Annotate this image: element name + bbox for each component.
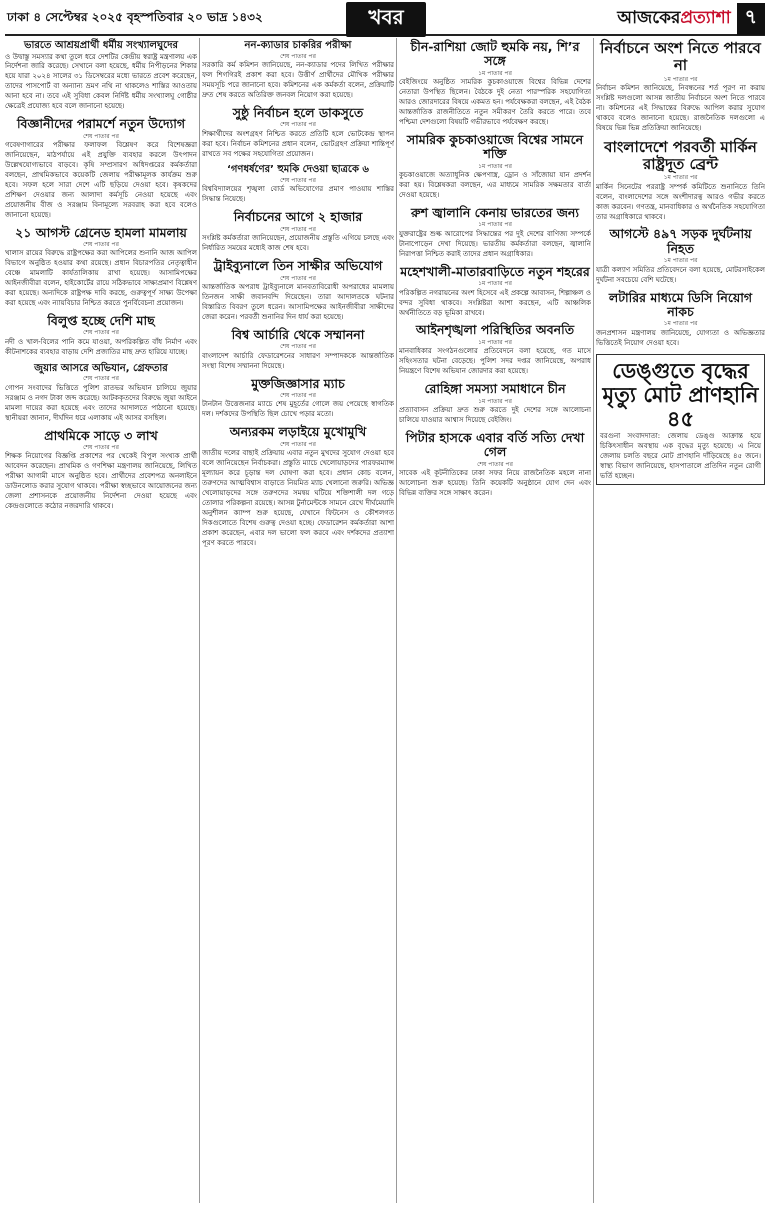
story bbox=[202, 40, 394, 101]
story-headline: মহেশখালী-মাতারবাড়িতে নতুন শহরের bbox=[400, 263, 590, 279]
story-body: সরকারি কর্ম কমিশন জানিয়েছে, নন-ক্যাডার পদের লিখিত পরীক্ষার ফল শিগগিরই প্রকাশ করা হবে। উত্তীর্ণ প্রার্থীদের মৌখিক পরীক্ষার সময়সূচি পরে জানানো হবে। কমিশনের এক কর্মকর্তা বলেন, প্রক্রিয়াটি দ্রুত শেষ করতে অতিরিক্ত জনবল নিয়োগ করা হয়েছে। bbox=[202, 61, 394, 99]
issue-date: ঢাকা ৪ সেপ্টেম্বর ২০২৫ বৃহস্পতিবার ২০ ভাদ্র ১৪৩২ bbox=[7, 10, 263, 24]
column-divider bbox=[396, 38, 397, 1203]
story-body: যুক্তরাষ্ট্রের শুল্ক আরোপের সিদ্ধান্তের পর দুই দেশের বাণিজ্য সম্পর্কে টানাপোড়েন দেখা দিয়েছে। ভারতীয় কর্মকর্তারা বলছেন, জ্বালানি নিরাপত্তা নিশ্চিত করাই তাদের প্রধান অগ্রাধিকার। bbox=[399, 229, 591, 258]
story bbox=[399, 206, 591, 260]
logo-main: আজকের bbox=[617, 8, 681, 28]
column-2 bbox=[202, 38, 394, 1203]
story bbox=[596, 291, 765, 349]
logo-accent: প্রত্যাশা bbox=[680, 8, 731, 28]
story bbox=[202, 377, 394, 421]
story bbox=[399, 382, 591, 426]
story-headline: মুক্তজিজ্ঞাসার ম্যাচ bbox=[251, 375, 345, 391]
story-headline: নির্বাচনে অংশ নিতে পারবে না bbox=[600, 39, 761, 75]
story bbox=[202, 425, 394, 548]
continuation-note: শেষ পাতার পর bbox=[83, 240, 119, 248]
continuation-note: শেষ পাতার পর bbox=[280, 176, 316, 184]
story-headline: ট্রাইব্যুনালে তিন সাক্ষীর অভিযোগ bbox=[213, 258, 383, 274]
continuation-note: ১ম পাতার পর bbox=[478, 162, 512, 170]
section-label: খবর bbox=[346, 2, 425, 37]
story-body: নদী ও খাল-বিলের পানি কমে যাওয়া, অপরিকল্পিত বাঁধ নির্মাণ এবং কীটনাশকের ব্যবহার বাড়ায় দেশি প্রজাতির মাছ দ্রুত হারিয়ে যাচ্ছে। bbox=[5, 337, 197, 356]
story-body: গবেষণাগারের পরীক্ষার ফলাফল বিশ্লেষণ করে বিশেষজ্ঞরা জানিয়েছেন, মাঠপর্যায়ে এই প্রযুক্তি ব্যবহার করলে উৎপাদন উল্লেখযোগ্যভাবে বাড়বে। কৃষি সম্প্রসারণ অধিদপ্তরের কর্মকর্তারা বলছেন, প্রাথমিকভাবে কয়েকটি জেলায় পরীক্ষামূলক কার্যক্রম শুরু হবে। সফল হলে সারা দেশে এটি ছড়িয়ে দেওয়া হবে। কৃষকদের প্রশিক্ষণ দেওয়ার জন্য আলাদা কর্মসূচি নেওয়া হয়েছে এবং প্রয়োজনীয় বীজ ও সরঞ্জাম বিনামূল্যে সরবরাহ করা হবে বলেও জানানো হয়েছে। bbox=[5, 141, 197, 219]
story-body: সংশ্লিষ্ট কর্মকর্তারা জানিয়েছেন, প্রয়োজনীয় প্রস্তুতি এগিয়ে চলছে এবং নির্ধারিত সময়ের মধ্যেই কাজ শেষ হবে। bbox=[202, 234, 394, 253]
story-body: সাবেক এই কূটনীতিকের ঢাকা সফর নিয়ে রাজনৈতিক মহলে নানা আলোচনা শুরু হয়েছে। তিনি কয়েকটি অনুষ্ঠানে যোগ দেন এবং বিভিন্ন ব্যক্তির সঙ্গে সাক্ষাৎ করেন। bbox=[399, 469, 591, 498]
continuation-note: ১ম পাতার পর bbox=[478, 397, 512, 405]
story-body: জাতীয় দলের বাছাই প্রক্রিয়ায় এবার নতুন মুখদের সুযোগ দেওয়া হবে বলে জানিয়েছেন নির্বাচকরা। প্রস্তুতি ম্যাচে খেলোয়াড়দের পারফরম্যান্স মূল্যায়ন করে চূড়ান্ত দল ঘোষণা করা হবে। প্রধান কোচ বলেন, তরুণদের আত্মবিশ্বাস বাড়াতে নিয়মিত ম্যাচ খেলানো জরুরি। অভিজ্ঞ খেলোয়াড়দের সঙ্গে তরুণদের সমন্বয় ঘটিয়ে শক্তিশালী দল গড়ে তোলার পরিকল্পনা রয়েছে। আসন্ন টুর্নামেন্টকে সামনে রেখে দীর্ঘমেয়াদি অনুশীলন ক্যাম্প শুরু হয়েছে, যেখানে ফিটনেস ও কৌশলগত দিকগুলোতে বিশেষ গুরুত্ব দেওয়া হচ্ছে। ফেডারেশন কর্মকর্তারা আশা প্রকাশ করেছেন, এবার দল ভালো ফল করবে এবং দর্শকদের প্রত্যাশা পূরণ করতে পারবে। bbox=[202, 449, 394, 547]
story bbox=[202, 328, 394, 372]
continuation-note: ১ম পাতার পর bbox=[478, 280, 512, 288]
story-headline: ডেঙ্গুতে বৃদ্ধের মৃত্যু মোট প্রাণহানি ৪৫ bbox=[602, 358, 759, 432]
story-headline: চীন-রাশিয়া জোট হুমকি নয়, শি’র সঙ্গে bbox=[410, 39, 580, 69]
story-headline: বিলুপ্ত হচ্ছে দেশি মাছ bbox=[47, 313, 155, 329]
story bbox=[5, 363, 197, 424]
story bbox=[399, 265, 591, 319]
story-headline: নির্বাচনের আগে ২ হাজার bbox=[233, 209, 363, 225]
story-headline: বিজ্ঞানীদের পরামর্শে নতুন উদ্যোগ bbox=[16, 116, 186, 132]
story bbox=[202, 210, 394, 254]
story-body: প্রত্যাবাসন প্রক্রিয়া দ্রুত শুরু করতে দুই দেশের সঙ্গে আলোচনা চালিয়ে যাওয়ার আশ্বাস দিয়েছে বেইজিং। bbox=[399, 406, 591, 424]
story bbox=[399, 40, 591, 128]
story-headline: আগস্টে ৪৯৭ সড়ক দুর্ঘটনায় নিহত bbox=[609, 226, 752, 256]
story-headline: পিটার হাসকে এবার বর্তি সত্যি দেখা গেল bbox=[405, 429, 585, 460]
story bbox=[5, 314, 197, 358]
story-body: টানটান উত্তেজনার ম্যাচে শেষ মুহূর্তের গোলে জয় পেয়েছে স্বাগতিক দল। দর্শকদের উপস্থিতি ছিল চোখে পড়ার মতো। bbox=[202, 400, 394, 419]
story-body: কুচকাওয়াজে অত্যাধুনিক ক্ষেপণাস্ত্র, ড্রোন ও সাঁজোয়া যান প্রদর্শন করা হয়। বিশ্লেষকরা বলছেন, এর মাধ্যমে সামরিক সক্ষমতার বার্তা দেওয়া হয়েছে। bbox=[399, 171, 591, 200]
continuation-note: শেষ পাতার পর bbox=[280, 391, 316, 399]
story-body: খালাস রায়ের বিরুদ্ধে রাষ্ট্রপক্ষের করা আপিলের শুনানি আজ আপিল বিভাগে অনুষ্ঠিত হওয়ার কথা রয়েছে। প্রধান বিচারপতির নেতৃত্বাধীন বেঞ্চে মামলাটি কার্যতালিকায় রাখা হয়েছে। আসামিপক্ষের আইনজীবীরা বলেন, হাইকোর্টের রায়ে সঠিকভাবে সাক্ষ্যপ্রমাণ বিশ্লেষণ করা হয়েছে। অন্যদিকে রাষ্ট্রপক্ষ দাবি করছে, গুরুত্বপূর্ণ সাক্ষ্য উপেক্ষা করা হয়েছে এবং ন্যায়বিচার নিশ্চিত করতে পুনর্বিবেচনা প্রয়োজন। bbox=[5, 249, 197, 308]
story-headline: জুয়ার আসরে অভিযান, গ্রেফতার bbox=[34, 362, 168, 374]
story-body: মার্কিন সিনেটের পররাষ্ট্র সম্পর্ক কমিটিতে শুনানিতে তিনি বলেন, বাংলাদেশের সঙ্গে অংশীদারত্ব আরও গভীর করতে কাজ করবেন। গণতন্ত্র, মানবাধিকার ও অর্থনৈতিক সহযোগিতা তার অগ্রাধিকারে থাকবে। bbox=[596, 182, 765, 221]
continuation-note: শেষ পাতার পর bbox=[83, 132, 119, 140]
column-3 bbox=[399, 38, 591, 1203]
continuation-note: শেষ পাতার পর bbox=[280, 121, 316, 129]
continuation-note: শেষ পাতার পর bbox=[280, 274, 316, 282]
story-body: মানবাধিকার সংগঠনগুলোর প্রতিবেদনে বলা হয়েছে, গত মাসে সহিংসতার ঘটনা বেড়েছে। পুলিশ সদর দপ্তর জানিয়েছে, অপরাধ নিয়ন্ত্রণে বিশেষ অভিযান জোরদার করা হয়েছে। bbox=[399, 347, 591, 376]
continuation-note: শেষ পাতার পর bbox=[280, 52, 316, 60]
story-headline: আইনশৃঙ্খলা পরিস্থিতির অবনতি bbox=[415, 322, 575, 338]
story-body: পরিকল্পিত নগরায়নের অংশ হিসেবে এই প্রকল্পে আবাসন, শিল্পাঞ্চল ও বন্দর সুবিধা থাকবে। সংশ্লিষ্টরা আশা করছেন, এটি আঞ্চলিক অর্থনীতিতে বড় ভূমিকা রাখবে। bbox=[399, 288, 591, 317]
column-4 bbox=[596, 38, 765, 1203]
continuation-note: শেষ পাতার পর bbox=[83, 443, 119, 451]
story-lede: ভারতে আশ্রয়প্রার্থী ধর্মীয় সংখ্যালঘুদের bbox=[24, 40, 178, 51]
continuation-note: শেষ পাতার পর bbox=[477, 460, 513, 468]
continuation-note: ১ম পাতার পর bbox=[663, 257, 698, 265]
column-divider bbox=[199, 38, 200, 1203]
story bbox=[399, 431, 591, 499]
continuation-note: ১ম পাতার পর bbox=[478, 221, 512, 229]
masthead bbox=[5, 4, 765, 36]
story bbox=[399, 323, 591, 377]
continuation-note: শেষ পাতার পর bbox=[280, 440, 316, 448]
story bbox=[399, 133, 591, 201]
story-body: আন্তর্জাতিক অপরাধ ট্রাইব্যুনালে মানবতাবিরোধী অপরাধের মামলায় তিনজন সাক্ষী জবানবন্দি দিয়েছেন। তারা আদালতকে ঘটনার বিস্তারিত বিবরণ তুলে ধরেন। আসামিপক্ষের আইনজীবীরা সাক্ষীদের জেরা করেন। পরবর্তী শুনানির দিন ধার্য করা হয়েছে। bbox=[202, 283, 394, 321]
story-headline: অন্যরকম লড়াইয়ে মুখোমুখি bbox=[229, 424, 367, 440]
continuation-note: ১ম পাতার পর bbox=[663, 75, 698, 83]
story-body: বেইজিংয়ে অনুষ্ঠিত সামরিক কুচকাওয়াজে বিশ্বের বিভিন্ন দেশের নেতারা উপস্থিত ছিলেন। বৈঠকে দুই নেতা পারস্পরিক সহযোগিতা আরও জোরদারের বিষয়ে একমত হন। পর্যবেক্ষকরা বলছেন, এই বৈঠক আন্তর্জাতিক রাজনীতিতে নতুন সমীকরণ তৈরি করতে পারে। তবে পশ্চিমা দেশগুলো বিষয়টি গভীরভাবে পর্যবেক্ষণ করছে। bbox=[399, 78, 591, 127]
story bbox=[5, 429, 197, 513]
story-headline: বিশ্ব আর্চারি থেকে সম্মাননা bbox=[231, 326, 365, 342]
story bbox=[5, 226, 197, 310]
story-headline: সামরিক কুচকাওয়াজে বিশ্বের সামনে শক্তি bbox=[406, 131, 584, 162]
story-headline: বাংলাদেশে পরবর্তী মার্কিন রাষ্ট্রদূত ব্রেন্ট bbox=[604, 137, 757, 173]
story bbox=[596, 354, 765, 485]
column-divider bbox=[593, 38, 594, 1203]
story bbox=[202, 106, 394, 160]
story-headline: লটারির মাধ্যমে ডিসি নিয়োগ নাকচ bbox=[608, 289, 753, 319]
story-body: শিক্ষার্থীদের অংশগ্রহণ নিশ্চিত করতে প্রতিটি হলে ভোটকেন্দ্র স্থাপন করা হবে। নির্বাচন কমিশনের প্রধান বলেন, ভোটগ্রহণ প্রক্রিয়া শান্তিপূর্ণ রাখতে সব পক্ষের সহযোগিতা প্রয়োজন। bbox=[202, 129, 394, 158]
story bbox=[596, 40, 765, 134]
story-headline: সুষ্ঠু নির্বাচন হলে ডাকসুতে bbox=[232, 104, 364, 120]
story bbox=[5, 40, 197, 112]
column-1 bbox=[5, 38, 197, 1203]
story-headline: প্রাথমিকে সাড়ে ৩ লাখ bbox=[44, 427, 158, 443]
story-headline: নন-ক্যাডার চাকরির পরীক্ষা bbox=[244, 40, 352, 51]
continuation-note: ১ম পাতার পর bbox=[663, 174, 698, 182]
story bbox=[202, 164, 394, 205]
continuation-note: শেষ পাতার পর bbox=[280, 225, 316, 233]
story-body: গোপন সংবাদের ভিত্তিতে পুলিশ রাতভর অভিযান চালিয়ে জুয়ার সরঞ্জাম ও নগদ টাকা জব্দ করেছে। আটককৃতদের বিরুদ্ধে জুয়া আইনে মামলা দায়ের করা হয়েছে এবং তাদের আদালতে পাঠানো হয়েছে। স্থানীয়রা জানান, দীর্ঘদিন ধরে এলাকায় এই আসর বসছিল। bbox=[5, 383, 197, 422]
story-body: বিশ্ববিদ্যালয়ের শৃঙ্খলা বোর্ড অভিযোগের প্রমাণ পাওয়ায় শাস্তির সিদ্ধান্ত নিয়েছে। bbox=[202, 185, 394, 204]
story-headline: রোহিঙ্গা সমস্যা সমাধানে চীন bbox=[424, 381, 566, 397]
story-body: ও উদ্বাস্তু সমস্যার কথা তুলে ধরে দেশটির কেন্দ্রীয় স্বরাষ্ট্র মন্ত্রণালয় এক নির্দেশনা জারি করেছে। সেখানে বলা হয়েছে, ধর্মীয় নিপীড়নের শিকার হয়ে যারা ২০২৪ সালের ৩১ ডিসেম্বরের মধ্যে ভারতে প্রবেশ করেছেন, তাদের পাসপোর্ট বা অন্যান্য ভ্রমণ নথি না থাকলেও শাস্তির আওতায় আনা হবে না। তবে এই সুবিধা কেবল নির্দিষ্ট ধর্মীয় সংখ্যালঘু গোষ্ঠীর ক্ষেত্রেই প্রযোজ্য হবে বলে জানানো হয়েছে। bbox=[5, 52, 197, 111]
story-headline: রুশ জ্বালানি কেনায় ভারতের জন্য bbox=[411, 205, 579, 221]
story bbox=[5, 117, 197, 220]
story-body: বরগুনা সংবাদদাতা: জেলায় ডেঙ্গু আক্রান্ত হয়ে চিকিৎসাধীন অবস্থায় এক বৃদ্ধের মৃত্যু হয়েছে। এ নিয়ে জেলায় চলতি বছরে মোট প্রাণহানি দাঁড়িয়েছে ৪৫ জনে। স্বাস্থ্য বিভাগ জানিয়েছে, হাসপাতালে প্রতিদিন নতুন রোগী ভর্তি হচ্ছেন। bbox=[600, 432, 761, 480]
story-body: নির্বাচন কমিশন জানিয়েছে, নিবন্ধনের শর্ত পূরণ না করায় সংশ্লিষ্ট দলগুলো আসন্ন জাতীয় নির্বাচনে অংশ নিতে পারবে না। কমিশনের এই সিদ্ধান্তের বিরুদ্ধে আপিল করার সুযোগ থাকবে বলেও জানানো হয়েছে। রাজনৈতিক দলগুলো এ বিষয়ে ভিন্ন ভিন্ন প্রতিক্রিয়া জানিয়েছে। bbox=[596, 84, 765, 132]
story-headline: ‘গণধর্ষণের’ হুমকি দেওয়া ছাত্রকে ৬ bbox=[227, 164, 369, 176]
story bbox=[596, 139, 765, 223]
newspaper-logo bbox=[617, 5, 730, 33]
story-headline: ২১ আগস্ট গ্রেনেড হামলা মামলায় bbox=[15, 224, 187, 240]
story-body: শিক্ষক নিয়োগের বিজ্ঞপ্তি প্রকাশের পর থেকেই বিপুল সংখ্যক প্রার্থী আবেদন করেছেন। প্রাথমিক ও গণশিক্ষা মন্ত্রণালয় জানিয়েছে, লিখিত পরীক্ষা আগামী মাসে অনুষ্ঠিত হবে। প্রার্থীদের প্রবেশপত্র অনলাইনে ডাউনলোড করার সুযোগ থাকবে। পরীক্ষা স্বচ্ছভাবে আয়োজনের জন্য জেলা প্রশাসনকে প্রয়োজনীয় নির্দেশনা দেওয়া হয়েছে এবং কেন্দ্রগুলোতে কঠোর নজরদারি থাকবে। bbox=[5, 452, 197, 511]
story-body: জনপ্রশাসন মন্ত্রণালয় জানিয়েছে, যোগ্যতা ও অভিজ্ঞতার ভিত্তিতেই নিয়োগ দেওয়া হবে। bbox=[596, 328, 765, 347]
story bbox=[596, 227, 765, 285]
continuation-note: শেষ পাতার পর bbox=[280, 343, 316, 351]
continuation-note: ১ম পাতার পর bbox=[478, 338, 512, 346]
story-body: বাংলাদেশ আর্চারি ফেডারেশনের সাধারণ সম্পাদককে আন্তর্জাতিক সংস্থা বিশেষ সম্মাননা দিয়েছে। bbox=[202, 351, 394, 370]
continuation-note: ১ম পাতার পর bbox=[663, 320, 698, 328]
continuation-note: শেষ পাতার পর bbox=[83, 329, 119, 337]
continuation-note: শেষ পাতার পর bbox=[83, 375, 119, 383]
page-number: ৭ bbox=[737, 3, 765, 35]
continuation-note: ১ম পাতার পর bbox=[478, 69, 512, 77]
story-body: যাত্রী কল্যাণ সমিতির প্রতিবেদনে বলা হয়েছে, মোটরসাইকেল দুর্ঘটনা সবচেয়ে বেশি ঘটেছে। bbox=[596, 265, 765, 284]
story bbox=[202, 259, 394, 323]
